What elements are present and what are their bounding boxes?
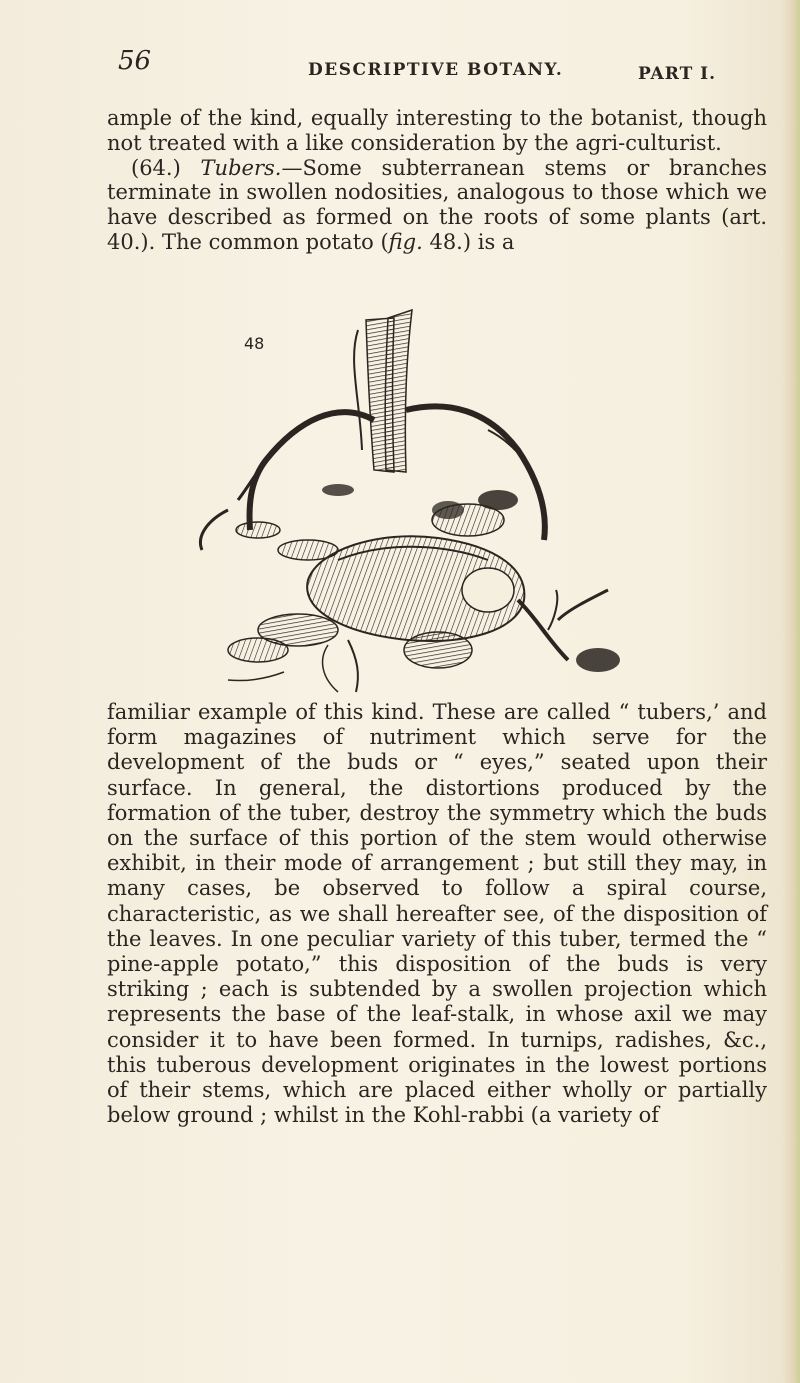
paragraph-tubers <box>107 156 767 255</box>
potato-tuber-figure <box>188 300 628 695</box>
section-title: Tubers. <box>200 155 282 180</box>
page-number: 56 <box>118 46 152 76</box>
figure-number: 48 <box>244 334 265 353</box>
potato-tuber-engraving-icon <box>188 300 628 695</box>
paragraph-tail: 48.) is a <box>422 229 515 254</box>
paragraph-continuation: ample of the kind, equally interesting to the botanist, though not treated with a like consideration by the agri-culturist. <box>107 106 767 155</box>
part-label: PART I. <box>638 64 717 84</box>
running-title: DESCRIPTIVE BOTANY. <box>308 60 564 80</box>
page-edge-shadow <box>782 0 800 1383</box>
text-block-bottom <box>107 700 767 1128</box>
section-number: (64.) <box>131 155 181 180</box>
figure-reference: fig. <box>388 229 423 254</box>
page-header <box>118 46 758 90</box>
text-block-top <box>107 106 767 255</box>
paragraph-tuber-description: familiar example of this kind. These are called “ tubers,’ and form magazines of nutriment which serve for the development of the buds or “ eyes,” seated upon their surface. In general, the distortions produced by the formation of the tuber, destroy the symmetry which the buds on the surface of this portion of the stem would otherwise exhibit, in their mode of arrangement ; but still they may, in many cases, be observed to follow a spiral course, characteristic, as we shall hereafter see, of the disposition of the leaves. In one peculiar variety of this tuber, termed the “ pine-apple potato,” this disposition of the buds is very striking ; each is subtended by a swollen projection which represents the base of the leaf-stalk, in whose axil we may consider it to have been formed. In turnips, radishes, &c., this tuberous development originates in the lowest portions of their stems, which are placed either wholly or partially below ground ; whilst in the Kohl-rabbi (a variety of <box>107 700 767 1128</box>
paragraph-text: —Some subterranean stems or branches terminate in swollen nodosities, analogous to those which we have described as formed on the roots of some plants (art. 40.). The common potato ( <box>107 155 768 254</box>
